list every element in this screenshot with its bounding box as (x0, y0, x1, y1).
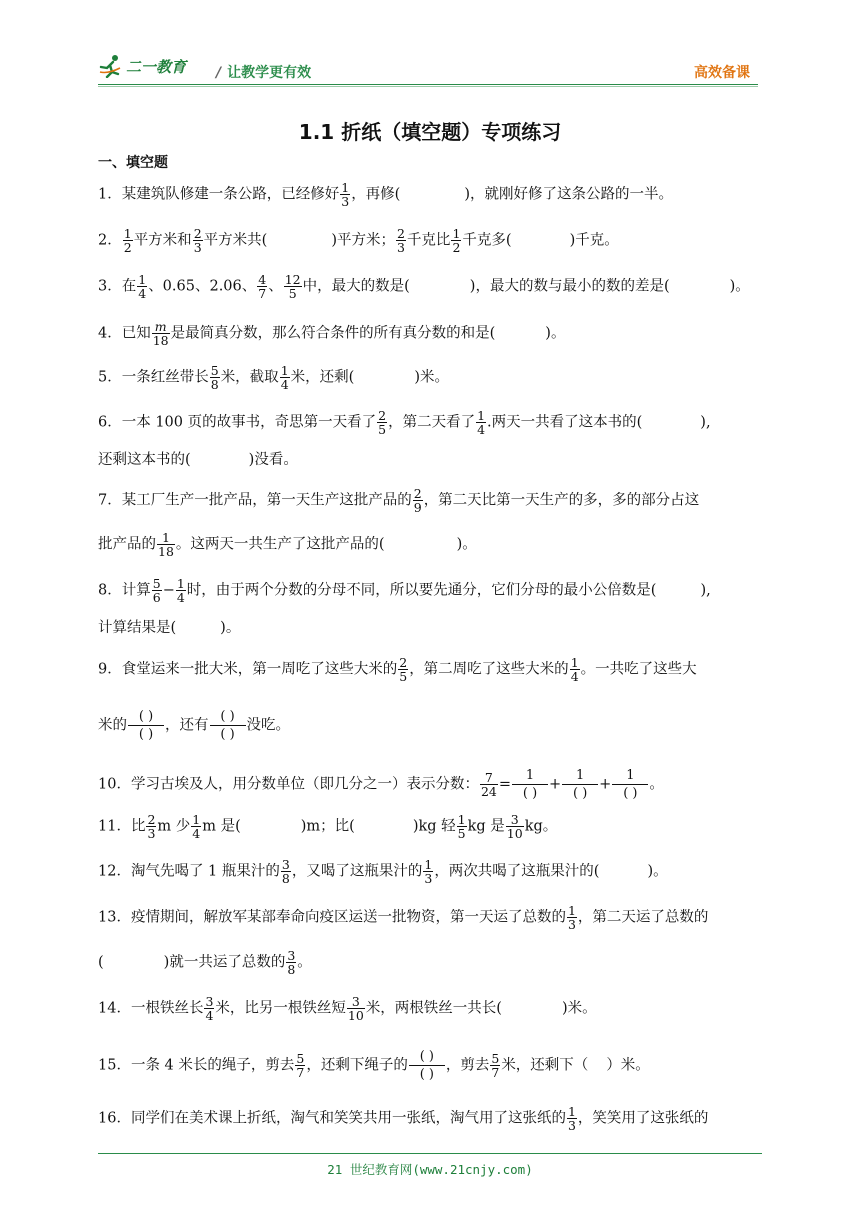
numerator: 2 (399, 655, 408, 670)
numerator-blank[interactable]: ( ) (210, 708, 246, 726)
numerator: 1 (570, 655, 579, 670)
question-5 (98, 364, 762, 391)
denominator: 2 (452, 240, 461, 255)
numerator: 3 (205, 994, 214, 1009)
numerator: 1 (567, 1104, 576, 1119)
denominator: 4 (477, 422, 486, 437)
numerator: 5 (296, 1051, 305, 1066)
numerator: 4 (258, 272, 267, 287)
fraction (476, 409, 486, 436)
fraction (157, 531, 175, 558)
brand-logo (98, 54, 186, 78)
text: 计算结果是( (98, 620, 177, 636)
text: 、 (268, 278, 283, 295)
question-7 (98, 487, 762, 514)
denominator: 3 (424, 871, 433, 886)
text: 平方米共( (203, 232, 268, 249)
numerator: 2 (378, 408, 387, 423)
fraction (280, 364, 290, 391)
plus-sign: + (549, 776, 562, 793)
header-divider-secondary (98, 86, 758, 87)
text: 米，两根铁丝一共长( (365, 1000, 502, 1017)
numerator-blank[interactable]: ( ) (409, 1048, 445, 1066)
numerator: 12 (284, 272, 301, 287)
denominator: 4 (176, 590, 185, 605)
numerator: 1 (157, 531, 175, 545)
numerator: 1 (512, 767, 548, 785)
fraction-blank[interactable] (512, 767, 548, 802)
text: 6．一本 100 页的故事书，奇思第一天看了 (98, 414, 377, 431)
fraction (377, 409, 387, 436)
fraction (347, 995, 365, 1022)
text: 3．在 (98, 278, 137, 295)
text: )就一共运了总数的 (163, 954, 286, 971)
numerator: 1 (424, 857, 433, 872)
question-7-line-2 (98, 531, 762, 558)
text: ，又喝了这瓶果汁的 (291, 863, 423, 880)
fraction-blank[interactable] (612, 767, 648, 802)
fraction (204, 995, 214, 1022)
fraction (146, 813, 156, 840)
text: ( (98, 954, 104, 971)
text: 4．已知 (98, 325, 151, 342)
fraction (340, 181, 350, 208)
text: 米的 (98, 717, 127, 734)
fraction (176, 577, 186, 604)
fraction (413, 487, 423, 514)
question-2 (98, 227, 762, 254)
denominator: 7 (491, 1065, 500, 1080)
text: )千克。 (569, 232, 619, 249)
fraction (152, 320, 170, 347)
question-15 (98, 1048, 762, 1083)
numerator: 5 (491, 1051, 500, 1066)
text: ，两次共喝了这瓶果汁的( (434, 863, 600, 880)
denominator: 8 (287, 962, 296, 977)
denominator: 3 (567, 1118, 576, 1133)
text: )。 (647, 863, 668, 880)
text: 。这两天一共生产了这批产品的( (175, 536, 385, 553)
plus-sign: + (599, 776, 612, 793)
denominator: 4 (570, 669, 579, 684)
text: 。 (297, 954, 312, 971)
text: 。一共吃了这些大 (580, 661, 697, 678)
denominator: 10 (506, 826, 523, 841)
text: 8．计算 (98, 582, 151, 599)
denominator-blank[interactable]: ( ) (138, 727, 154, 742)
denominator: 4 (205, 1008, 214, 1023)
text: )米。 (561, 1000, 597, 1017)
numerator: m (152, 320, 170, 334)
fraction (295, 1052, 305, 1079)
question-10 (98, 767, 762, 802)
numerator: 1 (280, 363, 289, 378)
denominator-blank[interactable]: ( ) (220, 727, 235, 742)
denominator: 3 (396, 240, 405, 255)
footer-divider (98, 1153, 762, 1154)
denominator-blank[interactable]: ( ) (573, 786, 588, 801)
text: ，笑笑用了这张纸的 (577, 1110, 709, 1127)
question-8-line-2 (98, 618, 762, 638)
slogan-text: 让教学更有效 (227, 65, 312, 81)
denominator: 9 (413, 500, 422, 515)
fraction (284, 273, 302, 300)
numerator: 1 (612, 767, 648, 785)
text: 千克多( (462, 232, 512, 249)
fraction (191, 813, 201, 840)
header-tagline: 高效备课 (694, 65, 750, 81)
numerator: 1 (176, 576, 185, 591)
question-9-line-2 (98, 708, 762, 743)
fraction (567, 1105, 577, 1132)
denominator: 4 (280, 377, 289, 392)
text: )。 (545, 325, 566, 342)
denominator-blank[interactable]: ( ) (419, 1067, 434, 1082)
text: 是最简真分数，那么符合条件的所有真分数的和是( (170, 325, 496, 342)
denominator: 5 (399, 669, 408, 684)
text: 米，还剩下（ (501, 1057, 589, 1074)
text: ）米。 (606, 1057, 650, 1074)
fraction (286, 949, 296, 976)
text: 还剩这本书的( (98, 452, 191, 468)
denominator: 5 (457, 826, 466, 841)
text: 9．食堂运来一批大米，第一周吃了这些大米的 (98, 661, 398, 678)
fraction (396, 227, 406, 254)
text: 13．疫情期间，解放军某部奉命向疫区运送一批物资，第一天运了总数的 (98, 909, 566, 926)
fraction (567, 904, 577, 931)
denominator: 2 (123, 240, 132, 255)
fraction (281, 858, 291, 885)
text: )m；比( (300, 818, 355, 835)
denominator-blank[interactable]: ( ) (623, 786, 638, 801)
numerator: 1 (567, 903, 576, 918)
numerator: 3 (281, 857, 290, 872)
page-title: 1.1 折纸（填空题）专项练习 (298, 120, 562, 144)
question-13 (98, 904, 762, 931)
text: ，第二天运了总数的 (577, 909, 709, 926)
fraction-blank[interactable] (562, 767, 598, 802)
slogan (216, 62, 311, 82)
fraction (123, 227, 133, 254)
numerator: 2 (413, 486, 422, 501)
text: ), (700, 582, 711, 599)
question-6 (98, 409, 762, 436)
page-footer: 21 世纪教育网(www.21cnjy.com) (327, 1162, 533, 1177)
question-13-line-2 (98, 949, 762, 976)
page-header (98, 54, 758, 84)
denominator: 18 (152, 333, 169, 348)
text: )。 (220, 620, 241, 636)
question-1 (98, 181, 762, 208)
text: )，就刚好修了这条公路的一半。 (464, 186, 674, 203)
text: )。 (729, 278, 750, 295)
text: 。 (649, 776, 664, 793)
numerator: 5 (152, 576, 161, 591)
text: 、0.65、2.06、 (148, 278, 257, 295)
denominator: 8 (281, 871, 290, 886)
denominator: 7 (258, 286, 267, 301)
text: 米，还剩( (290, 369, 355, 386)
denominator: 3 (341, 194, 350, 209)
denominator: 3 (147, 826, 156, 841)
question-12 (98, 858, 762, 885)
denominator: 4 (192, 826, 201, 841)
numerator: 3 (506, 813, 524, 827)
numerator: 1 (452, 226, 461, 241)
denominator: 5 (378, 422, 387, 437)
text: )。 (456, 536, 477, 553)
text: )，最大的数与最小的数的差是( (469, 278, 670, 295)
numerator: 1 (477, 408, 486, 423)
question-11 (98, 813, 762, 840)
numerator: 2 (396, 226, 405, 241)
text: 7．某工厂生产一批产品，第一天生产这批产品的 (98, 492, 412, 509)
text: )没看。 (248, 452, 298, 468)
text: .两天一共看了这本书的( (487, 414, 643, 431)
equals-sign: = (498, 776, 512, 793)
text: ，剪去 (445, 1057, 490, 1074)
slogan-separator: / (216, 65, 222, 81)
numerator: 2 (193, 226, 202, 241)
text: 5．一条红丝带长 (98, 369, 209, 386)
question-8 (98, 577, 762, 604)
fraction-blank[interactable] (409, 1048, 445, 1083)
text: )kg 轻 (412, 818, 456, 835)
text: 10．学习古埃及人，用分数单位（即几分之一）表示分数： (98, 776, 479, 793)
numerator: 1 (138, 272, 147, 287)
denominator: 18 (158, 544, 174, 559)
text: 11．比 (98, 818, 146, 835)
fraction (490, 1052, 500, 1079)
text: 中，最大的数是( (302, 278, 410, 295)
fraction (423, 858, 433, 885)
text: 2． (98, 232, 122, 249)
text: ，还剩下绳子的 (306, 1057, 408, 1074)
question-4 (98, 320, 762, 347)
text: 没吃。 (246, 717, 290, 734)
text: 平方米和 (133, 232, 192, 249)
header-divider (98, 84, 758, 85)
fraction (210, 364, 220, 391)
fraction (137, 273, 147, 300)
fraction (506, 813, 524, 840)
denominator: 3 (567, 917, 576, 932)
text: kg 是 (467, 818, 505, 835)
numerator: 1 (341, 180, 350, 195)
numerator: 7 (480, 771, 498, 785)
fraction (570, 656, 580, 683)
text: 16．同学们在美术课上折纸，淘气和笑笑共用一张纸，淘气用了这张纸的 (98, 1110, 566, 1127)
text: 米，截取 (220, 369, 279, 386)
fraction-blank[interactable] (128, 708, 164, 743)
text: )平方米； (331, 232, 395, 249)
text: 14．一根铁丝长 (98, 1000, 204, 1017)
text: 12．淘气先喝了 1 瓶果汁的 (98, 863, 280, 880)
fraction (398, 656, 408, 683)
question-3 (98, 273, 762, 300)
question-16 (98, 1105, 762, 1132)
denominator: 7 (296, 1065, 305, 1080)
question-14 (98, 995, 762, 1022)
fraction (451, 227, 461, 254)
text: 1．某建筑队修建一条公路，已经修好 (98, 186, 340, 203)
numerator-blank[interactable]: ( ) (128, 708, 164, 726)
text: kg。 (524, 818, 558, 835)
denominator-blank[interactable]: ( ) (522, 786, 538, 801)
denominator: 24 (480, 784, 497, 799)
numerator: 1 (192, 812, 201, 827)
fraction (193, 227, 203, 254)
numerator: 1 (562, 767, 598, 785)
runner-logo-icon (98, 54, 124, 78)
text: ，还有 (165, 717, 209, 734)
logo-text: 二一教育 (126, 57, 187, 76)
text: ), (700, 414, 711, 431)
numerator: 1 (457, 812, 466, 827)
denominator: 6 (152, 590, 161, 605)
minus-sign: − (162, 582, 175, 599)
numerator: 2 (147, 812, 156, 827)
denominator: 5 (288, 286, 297, 301)
section-heading: 一、填空题 (98, 155, 168, 171)
text: ，第二天比第一天生产的多，多的部分占这 (423, 492, 700, 509)
question-6-line-2 (98, 450, 762, 470)
fraction (257, 273, 267, 300)
denominator: 4 (138, 286, 147, 301)
text: 千克比 (406, 232, 451, 249)
fraction (480, 771, 498, 798)
text: m 是( (202, 818, 241, 835)
question-9 (98, 656, 762, 683)
text: ，再修( (351, 186, 401, 203)
numerator: 1 (123, 226, 132, 241)
numerator: 3 (347, 995, 365, 1009)
numerator: 3 (287, 948, 296, 963)
fraction-blank[interactable] (210, 708, 246, 743)
text: 批产品的 (98, 536, 156, 553)
text: 米，比另一根铁丝短 (215, 1000, 346, 1017)
text: )米。 (414, 369, 449, 386)
fraction (457, 813, 467, 840)
numerator: 5 (210, 363, 219, 378)
text: m 少 (157, 818, 191, 835)
fraction (152, 577, 162, 604)
denominator: 3 (193, 240, 202, 255)
text: 时，由于两个分数的分母不同，所以要先通分，它们分母的最小公倍数是( (186, 582, 657, 599)
denominator: 10 (347, 1008, 364, 1023)
text: ，第二天看了 (388, 414, 476, 431)
text: 15．一条 4 米长的绳子，剪去 (98, 1057, 295, 1074)
denominator: 8 (210, 377, 219, 392)
text: ，第二周吃了这些大米的 (409, 661, 569, 678)
